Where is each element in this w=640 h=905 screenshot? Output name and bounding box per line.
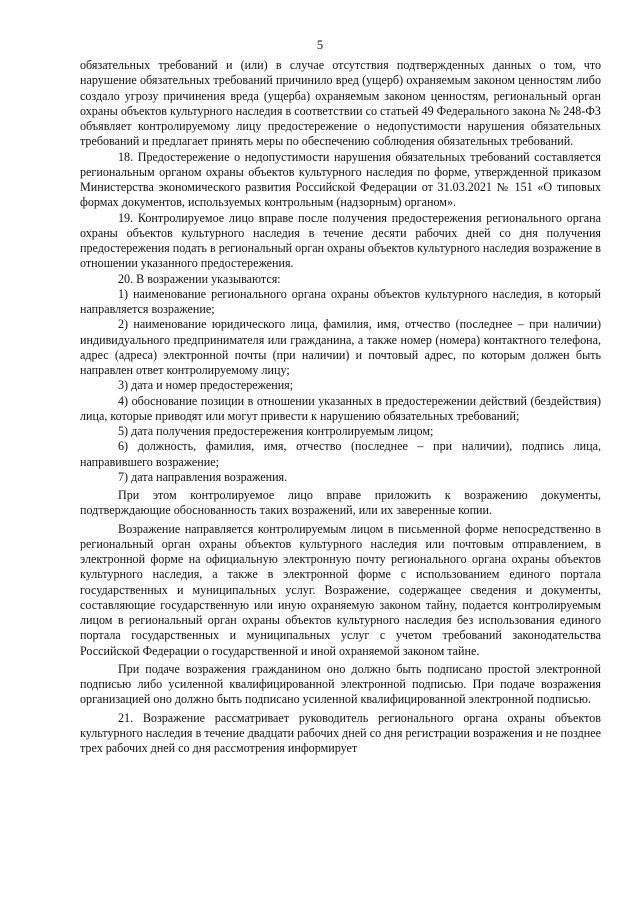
paragraph-signature: При подаче возражения гражданином оно должно быть подписано простой электронной подписью либо усиленной квалифицированной электронной подписью. При подаче возражения организацией оно должно быть подписано усиленной квалифицированной электронной подписью.: [80, 661, 601, 707]
list-item-6: 6) должность, фамилия, имя, отчество (последнее – при наличии), подпись лица, направившего возражение;: [80, 439, 601, 469]
list-item-1: 1) наименование регионального органа охраны объектов культурного наследия, в который направляется возражение;: [80, 286, 601, 316]
list-item-5: 5) дата получения предостережения контролируемым лицом;: [118, 424, 434, 438]
paragraph-item-20: 20. В возражении указываются:: [118, 271, 281, 286]
paragraph-submission: Возражение направляется контролируемым лицом в письменной форме непосредственно в региональный орган охраны объектов культурного наследия или почтовым отправлением, в электронной форме на официальную электронную почту регионального органа охраны объектов культурного наследия, а также в электронной форме с использованием единого портала государственных и муниципальных услуг. Возражение, содержащее сведения и документы, составляющие государственную или иную охраняемую законом тайну, подается контролируемым лицом в региональный орган охраны объектов культурного наследия без использования единого портала государственных и муниципальных услуг с учетом требований законодательства Российской Федерации о государственной и иной охраняемой законом тайне.: [80, 521, 601, 658]
paragraph-item-21: 21. Возражение рассматривает руководитель регионального органа охраны объектов культурного наследия в течение двадцати рабочих дней со дня регистрации возражения и не позднее трех рабочих дней со дня рассмотрения информирует: [80, 710, 601, 755]
paragraph-continuation: обязательных требований и (или) в случае отсутствия подтвержденных данных о том, что нарушение обязательных требований причинило вред (ущерб) охраняемым законом ценностям либо создало угрозу причинения вреда (ущерба) охраняемым законом ценностям, региональный орган охраны объектов культурного наследия в соответствии со статьей 49 Федерального закона № 248-ФЗ объявляет контролируемому лицу предостережение о недопустимости нарушения обязательных требований и предлагает принять меры по обеспечению соблюдения обязательных требований.: [80, 58, 601, 149]
list-item-3: 3) дата и номер предостережения;: [118, 378, 294, 393]
paragraph-item-18: 18. Предостережение о недопустимости нарушения обязательных требований составляется региональным органом охраны объектов культурного наследия по форме, утвержденной приказом Министерства экономического развития Российской Федерации от 31.03.2021 № 151 «О типовых формах документов, используемых контрольным (надзорным) органом».: [80, 149, 601, 210]
document-body: [80, 58, 601, 756]
paragraph-attachments: При этом контролируемое лицо вправе приложить к возражению документы, подтверждающие обоснованность таких возражений, или их заверенные копии.: [80, 488, 601, 518]
list-item-7: 7) дата направления возражения.: [118, 469, 288, 484]
paragraph-item-19: 19. Контролируемое лицо вправе после получения предостережения регионального органа охраны объектов культурного наследия в течение десяти рабочих дней со дня получения предостережения подать в региональный орган охраны объектов культурного наследия возражение в отношении указанного предостережения.: [80, 210, 601, 271]
list-item-2: 2) наименование юридического лица, фамилия, имя, отчество (последнее – при наличии) индивидуального предпринимателя или гражданина, а также номер (номера) контактного телефона, адрес (адреса) электронной почты (при наличии) и почтовый адрес, по которым должен быть направлен ответ контролируемому лицу;: [80, 317, 601, 377]
list-item-4: 4) обоснование позиции в отношении указанных в предостережении действий (бездействия) лица, которые приводят или могут привести к нарушению обязательных требований;: [80, 393, 601, 423]
page-number: 5: [316, 38, 324, 52]
